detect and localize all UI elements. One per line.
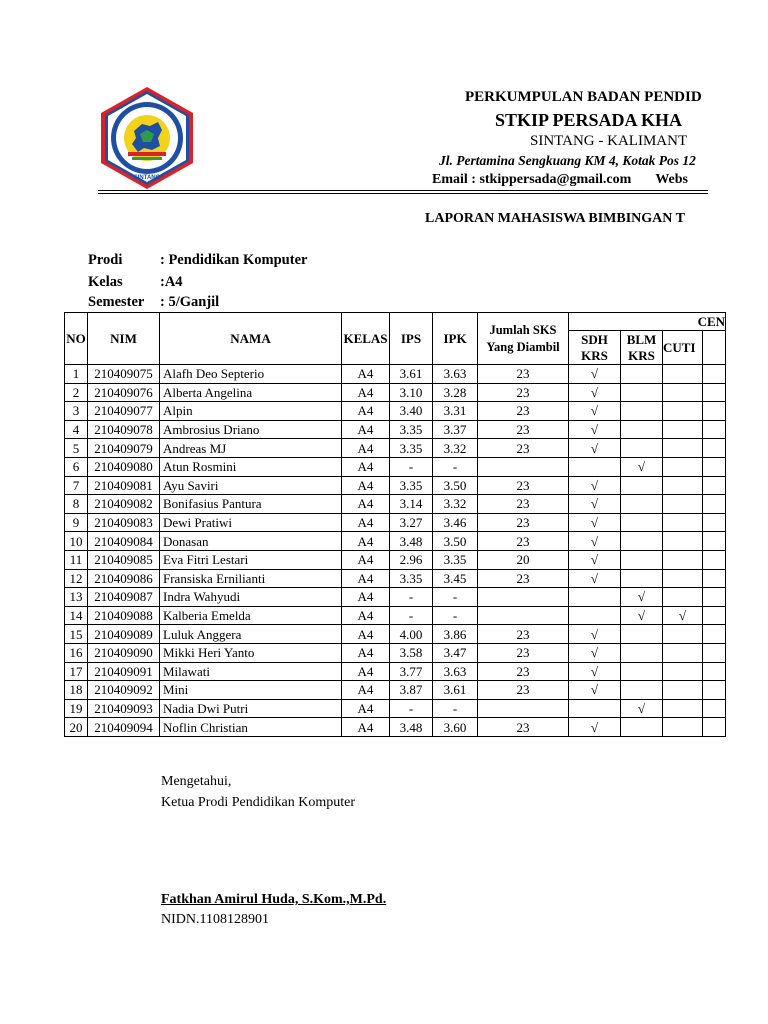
row-ips: 2.96	[390, 550, 433, 569]
row-kelas: A4	[342, 588, 390, 607]
row-no: 1	[65, 365, 88, 384]
row-nama: Fransiska Ernilianti	[160, 569, 342, 588]
signer-name: Fatkhan Amirul Huda, S.Kom.,M.Pd.	[161, 892, 387, 907]
col-header-blm-krs	[621, 331, 663, 365]
row-extra	[703, 402, 726, 421]
row-cuti	[663, 495, 703, 514]
row-extra	[703, 625, 726, 644]
row-nim: 210409078	[88, 420, 160, 439]
col-header-no: NO	[65, 313, 88, 365]
row-blm-krs	[621, 569, 663, 588]
row-sdh-krs	[569, 699, 621, 718]
row-ips: -	[390, 699, 433, 718]
row-ips: 3.61	[390, 365, 433, 384]
row-sks	[478, 588, 569, 607]
row-ips: 3.10	[390, 383, 433, 402]
row-no: 7	[65, 476, 88, 495]
row-extra	[703, 550, 726, 569]
email: Email : stkippersada@gmail.com	[432, 172, 632, 187]
row-cuti	[663, 476, 703, 495]
row-extra	[703, 699, 726, 718]
row-nim: 210409081	[88, 476, 160, 495]
kelas-value: :A4	[160, 274, 183, 290]
signer-role: Ketua Prodi Pendidikan Komputer	[161, 795, 356, 810]
table-row	[65, 439, 726, 458]
row-nama: Noflin Christian	[160, 718, 342, 737]
prodi-line	[88, 252, 307, 269]
table-row	[65, 588, 726, 607]
row-blm-krs	[621, 402, 663, 421]
row-no: 15	[65, 625, 88, 644]
row-sks: 23	[478, 476, 569, 495]
row-kelas: A4	[342, 383, 390, 402]
row-kelas: A4	[342, 550, 390, 569]
col-header-ips: IPS	[390, 313, 433, 365]
row-nama: Kalberia Emelda	[160, 606, 342, 625]
row-kelas: A4	[342, 420, 390, 439]
table-row	[65, 606, 726, 625]
row-nim: 210409084	[88, 532, 160, 551]
institution-name: STKIP PERSADA KHA	[495, 110, 683, 130]
row-kelas: A4	[342, 439, 390, 458]
row-ipk: 3.45	[433, 569, 478, 588]
row-extra	[703, 718, 726, 737]
row-nama: Indra Wahyudi	[160, 588, 342, 607]
row-sdh-krs: √	[569, 513, 621, 532]
row-sks	[478, 457, 569, 476]
row-blm-krs: √	[621, 588, 663, 607]
row-extra	[703, 383, 726, 402]
row-no: 14	[65, 606, 88, 625]
table-row	[65, 681, 726, 700]
table-row	[65, 402, 726, 421]
signer-nidn: NIDN.1108128901	[161, 912, 269, 927]
header-divider	[98, 190, 708, 191]
row-blm-krs: √	[621, 457, 663, 476]
row-kelas: A4	[342, 606, 390, 625]
row-ipk: 3.86	[433, 625, 478, 644]
row-ips: 3.48	[390, 532, 433, 551]
semester-label: Semester	[88, 294, 145, 310]
acknowledged-label: Mengetahui,	[161, 774, 232, 789]
row-kelas: A4	[342, 402, 390, 421]
row-nama: Milawati	[160, 662, 342, 681]
row-ipk: 3.50	[433, 532, 478, 551]
logo-bottom-text: SINTANG	[133, 175, 161, 181]
row-ipk: 3.47	[433, 643, 478, 662]
semester-line	[88, 294, 219, 311]
row-blm-krs	[621, 643, 663, 662]
row-ipk: 3.46	[433, 513, 478, 532]
col-header-nama: NAMA	[160, 313, 342, 365]
row-no: 20	[65, 718, 88, 737]
row-ipk: 3.50	[433, 476, 478, 495]
row-cuti	[663, 383, 703, 402]
row-ipk: 3.63	[433, 365, 478, 384]
row-blm-krs	[621, 383, 663, 402]
row-no: 18	[65, 681, 88, 700]
row-extra	[703, 513, 726, 532]
table-row	[65, 495, 726, 514]
row-nama: Dewi Pratiwi	[160, 513, 342, 532]
row-ips: 3.35	[390, 439, 433, 458]
row-kelas: A4	[342, 513, 390, 532]
row-nim: 210409089	[88, 625, 160, 644]
kelas-label: Kelas	[88, 274, 123, 290]
row-nama: Atun Rosmini	[160, 457, 342, 476]
row-cuti	[663, 550, 703, 569]
row-extra	[703, 457, 726, 476]
row-no: 10	[65, 532, 88, 551]
row-nama: Mikki Heri Yanto	[160, 643, 342, 662]
row-ips: -	[390, 606, 433, 625]
row-nim: 210409090	[88, 643, 160, 662]
row-extra	[703, 662, 726, 681]
row-kelas: A4	[342, 643, 390, 662]
row-ips: 3.35	[390, 569, 433, 588]
row-blm-krs	[621, 718, 663, 737]
row-nim: 210409092	[88, 681, 160, 700]
row-blm-krs	[621, 625, 663, 644]
table-row	[65, 513, 726, 532]
row-cuti	[663, 681, 703, 700]
city: SINTANG - KALIMANT	[530, 133, 688, 149]
row-cuti	[663, 402, 703, 421]
row-cuti	[663, 662, 703, 681]
row-ipk: 3.32	[433, 439, 478, 458]
prodi-value: : Pendidikan Komputer	[160, 252, 308, 268]
row-kelas: A4	[342, 495, 390, 514]
row-cuti: √	[663, 606, 703, 625]
row-ipk: 3.35	[433, 550, 478, 569]
row-kelas: A4	[342, 718, 390, 737]
row-sks	[478, 606, 569, 625]
col-header-nim: NIM	[88, 313, 160, 365]
row-kelas: A4	[342, 365, 390, 384]
row-kelas: A4	[342, 699, 390, 718]
row-sdh-krs: √	[569, 439, 621, 458]
row-nama: Alberta Angelina	[160, 383, 342, 402]
row-cuti	[663, 588, 703, 607]
row-nama: Donasan	[160, 532, 342, 551]
row-ipk: 3.31	[433, 402, 478, 421]
row-cuti	[663, 532, 703, 551]
row-no: 11	[65, 550, 88, 569]
row-blm-krs	[621, 476, 663, 495]
table-row	[65, 662, 726, 681]
row-extra	[703, 606, 726, 625]
contact-line	[432, 172, 688, 188]
row-nim: 210409080	[88, 457, 160, 476]
row-sks: 23	[478, 681, 569, 700]
table-row	[65, 476, 726, 495]
row-ips: 3.48	[390, 718, 433, 737]
sdh-header-line2: KRS	[581, 347, 608, 363]
sks-header-line1: Jumlah SKS	[489, 322, 557, 337]
row-ipk: -	[433, 588, 478, 607]
row-blm-krs	[621, 513, 663, 532]
row-sks: 23	[478, 569, 569, 588]
row-sks: 23	[478, 643, 569, 662]
row-nama: Alpin	[160, 402, 342, 421]
table-row	[65, 420, 726, 439]
row-extra	[703, 681, 726, 700]
row-extra	[703, 532, 726, 551]
row-blm-krs	[621, 681, 663, 700]
table-row	[65, 457, 726, 476]
row-sks: 23	[478, 383, 569, 402]
row-cuti	[663, 439, 703, 458]
row-no: 17	[65, 662, 88, 681]
address: Jl. Pertamina Sengkuang KM 4, Kotak Pos 12	[439, 153, 696, 168]
row-no: 4	[65, 420, 88, 439]
table-row	[65, 718, 726, 737]
blm-header-line1: BLM	[626, 331, 657, 347]
row-no: 12	[65, 569, 88, 588]
sks-header-line2: Yang Diambil	[486, 339, 560, 354]
row-nim: 210409094	[88, 718, 160, 737]
row-sdh-krs	[569, 588, 621, 607]
row-sks: 23	[478, 402, 569, 421]
row-sks: 23	[478, 625, 569, 644]
row-sdh-krs: √	[569, 718, 621, 737]
row-ipk: 3.60	[433, 718, 478, 737]
row-nim: 210409091	[88, 662, 160, 681]
row-ips: 3.87	[390, 681, 433, 700]
row-nama: Eva Fitri Lestari	[160, 550, 342, 569]
row-nama: Mini	[160, 681, 342, 700]
row-sdh-krs: √	[569, 365, 621, 384]
row-sdh-krs: √	[569, 532, 621, 551]
row-ips: 3.35	[390, 420, 433, 439]
row-ipk: -	[433, 457, 478, 476]
col-header-ipk: IPK	[433, 313, 478, 365]
col-header-cuti: CUTI	[663, 331, 703, 365]
table-row	[65, 569, 726, 588]
row-cuti	[663, 699, 703, 718]
row-sdh-krs: √	[569, 476, 621, 495]
col-header-extra	[703, 331, 726, 365]
row-ips: 3.58	[390, 643, 433, 662]
row-kelas: A4	[342, 476, 390, 495]
website-label: Webs	[655, 172, 688, 187]
row-kelas: A4	[342, 681, 390, 700]
row-ipk: 3.32	[433, 495, 478, 514]
row-no: 16	[65, 643, 88, 662]
row-blm-krs	[621, 550, 663, 569]
row-sks: 23	[478, 718, 569, 737]
row-sdh-krs	[569, 457, 621, 476]
row-nim: 210409083	[88, 513, 160, 532]
row-blm-krs: √	[621, 606, 663, 625]
row-cuti	[663, 513, 703, 532]
row-blm-krs	[621, 495, 663, 514]
table-row	[65, 643, 726, 662]
row-kelas: A4	[342, 625, 390, 644]
row-blm-krs: √	[621, 699, 663, 718]
row-extra	[703, 643, 726, 662]
table-row	[65, 532, 726, 551]
row-sdh-krs: √	[569, 569, 621, 588]
row-nim: 210409076	[88, 383, 160, 402]
row-ips: 3.27	[390, 513, 433, 532]
row-sdh-krs: √	[569, 681, 621, 700]
row-no: 9	[65, 513, 88, 532]
row-ips: 3.77	[390, 662, 433, 681]
row-ips: 3.14	[390, 495, 433, 514]
row-sks: 23	[478, 495, 569, 514]
row-cuti	[663, 457, 703, 476]
kelas-line	[88, 274, 183, 291]
semester-value: : 5/Ganjil	[160, 294, 220, 310]
row-kelas: A4	[342, 569, 390, 588]
row-extra	[703, 495, 726, 514]
row-sks: 23	[478, 513, 569, 532]
row-ipk: 3.28	[433, 383, 478, 402]
row-cuti	[663, 569, 703, 588]
row-nama: Bonifasius Pantura	[160, 495, 342, 514]
row-extra	[703, 420, 726, 439]
row-extra	[703, 569, 726, 588]
row-sdh-krs: √	[569, 625, 621, 644]
row-ipk: -	[433, 699, 478, 718]
table-row	[65, 383, 726, 402]
col-header-kelas: KELAS	[342, 313, 390, 365]
row-nim: 210409082	[88, 495, 160, 514]
blm-header-line2: KRS	[628, 347, 655, 363]
row-nim: 210409086	[88, 569, 160, 588]
row-sks: 23	[478, 532, 569, 551]
row-sks	[478, 699, 569, 718]
sdh-header-line1: SDH	[581, 331, 608, 347]
row-extra	[703, 476, 726, 495]
institution-logo	[98, 86, 196, 190]
table-row	[65, 365, 726, 384]
row-extra	[703, 588, 726, 607]
row-ips: -	[390, 588, 433, 607]
row-sdh-krs: √	[569, 495, 621, 514]
student-table	[64, 312, 726, 737]
col-header-sks	[478, 313, 569, 365]
row-nama: Andreas MJ	[160, 439, 342, 458]
row-cuti	[663, 643, 703, 662]
row-no: 6	[65, 457, 88, 476]
row-no: 13	[65, 588, 88, 607]
table-row	[65, 550, 726, 569]
row-blm-krs	[621, 365, 663, 384]
row-sdh-krs: √	[569, 550, 621, 569]
row-sks: 23	[478, 662, 569, 681]
row-sdh-krs: √	[569, 402, 621, 421]
row-kelas: A4	[342, 662, 390, 681]
row-sdh-krs: √	[569, 662, 621, 681]
row-nim: 210409079	[88, 439, 160, 458]
row-ips: 4.00	[390, 625, 433, 644]
row-cuti	[663, 718, 703, 737]
row-nim: 210409075	[88, 365, 160, 384]
header-divider-secondary	[98, 193, 708, 194]
row-kelas: A4	[342, 532, 390, 551]
row-extra	[703, 365, 726, 384]
row-sks: 23	[478, 420, 569, 439]
table-row	[65, 625, 726, 644]
org-name: PERKUMPULAN BADAN PENDID	[465, 89, 702, 105]
col-header-sdh-krs	[569, 331, 621, 365]
row-sdh-krs: √	[569, 383, 621, 402]
row-ipk: 3.61	[433, 681, 478, 700]
row-nim: 210409087	[88, 588, 160, 607]
row-nama: Luluk Anggera	[160, 625, 342, 644]
row-cuti	[663, 365, 703, 384]
row-extra	[703, 439, 726, 458]
row-kelas: A4	[342, 457, 390, 476]
row-nim: 210409088	[88, 606, 160, 625]
row-no: 5	[65, 439, 88, 458]
table-row	[65, 699, 726, 718]
row-nim: 210409093	[88, 699, 160, 718]
row-sks: 23	[478, 439, 569, 458]
row-cuti	[663, 625, 703, 644]
row-ips: -	[390, 457, 433, 476]
row-sdh-krs: √	[569, 420, 621, 439]
row-sks: 23	[478, 365, 569, 384]
row-blm-krs	[621, 532, 663, 551]
row-sdh-krs: √	[569, 643, 621, 662]
row-blm-krs	[621, 420, 663, 439]
row-ips: 3.40	[390, 402, 433, 421]
row-nim: 210409077	[88, 402, 160, 421]
row-blm-krs	[621, 439, 663, 458]
row-no: 8	[65, 495, 88, 514]
row-no: 2	[65, 383, 88, 402]
row-no: 3	[65, 402, 88, 421]
row-ipk: 3.37	[433, 420, 478, 439]
row-no: 19	[65, 699, 88, 718]
row-nama: Ayu Saviri	[160, 476, 342, 495]
row-nama: Nadia Dwi Putri	[160, 699, 342, 718]
row-ips: 3.35	[390, 476, 433, 495]
row-nama: Alafh Deo Septerio	[160, 365, 342, 384]
row-nim: 210409085	[88, 550, 160, 569]
row-ipk: -	[433, 606, 478, 625]
row-blm-krs	[621, 662, 663, 681]
col-header-group: CEN	[569, 313, 726, 331]
row-ipk: 3.63	[433, 662, 478, 681]
prodi-label: Prodi	[88, 252, 123, 268]
row-sdh-krs	[569, 606, 621, 625]
row-sks: 20	[478, 550, 569, 569]
report-title: LAPORAN MAHASISWA BIMBINGAN T	[425, 211, 685, 226]
row-nama: Ambrosius Driano	[160, 420, 342, 439]
row-cuti	[663, 420, 703, 439]
